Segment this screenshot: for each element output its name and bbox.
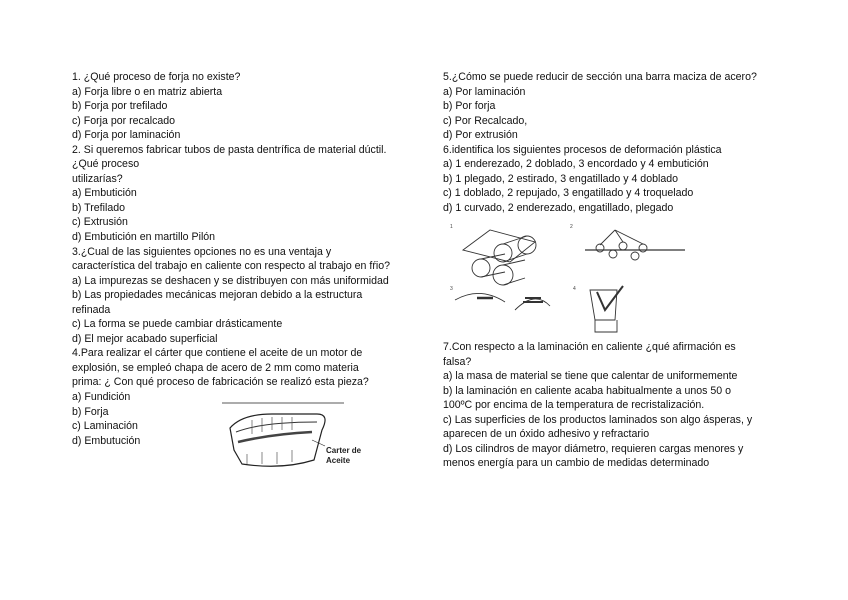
- text-line: 1. ¿Qué proceso de forja no existe?: [72, 71, 241, 83]
- carter-caption: Carter de: [326, 446, 362, 455]
- text-line: b) 1 plegado, 2 estirado, 3 engatillado y 4 doblado: [443, 172, 679, 185]
- oil-pan-illustration: [222, 400, 372, 475]
- text-line: 2. Si queremos fabricar tubos de pasta dentrífica de material dúctil.: [72, 143, 387, 156]
- text-line: d) Forja por laminación: [72, 129, 181, 142]
- text-line: a) Embutición: [72, 187, 137, 200]
- text-line: ¿Qué proceso: [72, 158, 140, 171]
- text-line: a) 1 enderezado, 2 doblado, 3 encordado y 4 embutición: [443, 158, 709, 171]
- right-column-bottom: [443, 340, 752, 471]
- carter-caption-2: Aceite: [326, 456, 351, 465]
- text-line: c) Forja por recalcado: [72, 114, 176, 127]
- deformation-processes-illustration: [445, 220, 690, 338]
- text-line: 7.Con respecto a la laminación en caliente ¿qué afirmación es: [443, 341, 736, 353]
- text-line: d) Los cilindros de mayor diámetro, requieren cargas menores y: [443, 442, 744, 455]
- text-line: 6.identifica los siguientes procesos de deformación plástica: [443, 143, 722, 156]
- svg-text:2: 2: [570, 224, 573, 230]
- text-line: b) la laminación en caliente acaba habitualmente a unos 50 o: [443, 384, 731, 397]
- text-line: a) La impurezas se deshacen y se distribuyen con más uniformidad: [72, 274, 389, 287]
- text-line: falsa?: [443, 355, 472, 368]
- text-line: aparecen de un óxido adhesivo y refractario: [443, 428, 650, 441]
- text-line: a) Forja libre o en matriz abierta: [72, 85, 223, 98]
- text-line: menos energía para un cambio de medidas determinado: [443, 457, 710, 470]
- text-line: utilizarías?: [72, 172, 123, 185]
- text-line: b) Por forja: [443, 100, 496, 113]
- text-line: b) Forja: [72, 405, 109, 418]
- svg-text:1: 1: [450, 224, 453, 230]
- text-line: d) Por extrusión: [443, 129, 518, 142]
- text-line: 3.¿Cual de las siguientes opciones no es una ventaja y: [72, 245, 332, 258]
- text-line: a) Fundición: [72, 391, 131, 404]
- text-line: d) Embutución: [72, 434, 141, 447]
- text-line: c) Por Recalcado,: [443, 114, 528, 127]
- svg-text:3: 3: [450, 286, 453, 292]
- text-line: c) Las superficies de los productos laminados son algo ásperas, y: [443, 413, 753, 426]
- text-line: 100ºC por encima de la temperatura de recristalización.: [443, 399, 705, 412]
- left-column: [72, 70, 390, 448]
- text-line: explosión, se empleó chapa de acero de 2 mm como materia: [72, 361, 359, 374]
- text-line: c) Laminación: [72, 420, 138, 433]
- text-line: d) 1 curvado, 2 enderezado, engatillado, plegado: [443, 201, 674, 214]
- text-line: 4.Para realizar el cárter que contiene el aceite de un motor de: [72, 347, 363, 360]
- text-line: c) La forma se puede cambiar drásticamente: [72, 318, 283, 331]
- text-line: 5.¿Cómo se puede reducir de sección una barra maciza de acero?: [443, 71, 757, 83]
- text-line: b) Forja por trefilado: [72, 100, 168, 113]
- text-line: d) Embutición en martillo Pilón: [72, 231, 216, 244]
- right-column-top: [443, 70, 757, 215]
- text-line: a) la masa de material se tiene que calentar de uniformemente: [443, 370, 738, 383]
- text-line: d) El mejor acabado superficial: [72, 332, 218, 345]
- text-line: refinada: [72, 303, 111, 316]
- text-line: b) Trefilado: [72, 201, 125, 214]
- text-line: característica del trabajo en caliente con respecto al trabajo en fŕio?: [72, 260, 390, 273]
- text-line: c) Extrusión: [72, 216, 128, 229]
- svg-text:4: 4: [573, 286, 576, 292]
- text-line: b) Las propiedades mecánicas mejoran debido a la estructura: [72, 289, 363, 302]
- text-line: a) Por laminación: [443, 85, 526, 98]
- text-line: c) 1 doblado, 2 repujado, 3 engatillado y 4 troquelado: [443, 187, 694, 200]
- text-line: prima: ¿ Con qué proceso de fabricación se realizó esta pieza?: [72, 376, 369, 389]
